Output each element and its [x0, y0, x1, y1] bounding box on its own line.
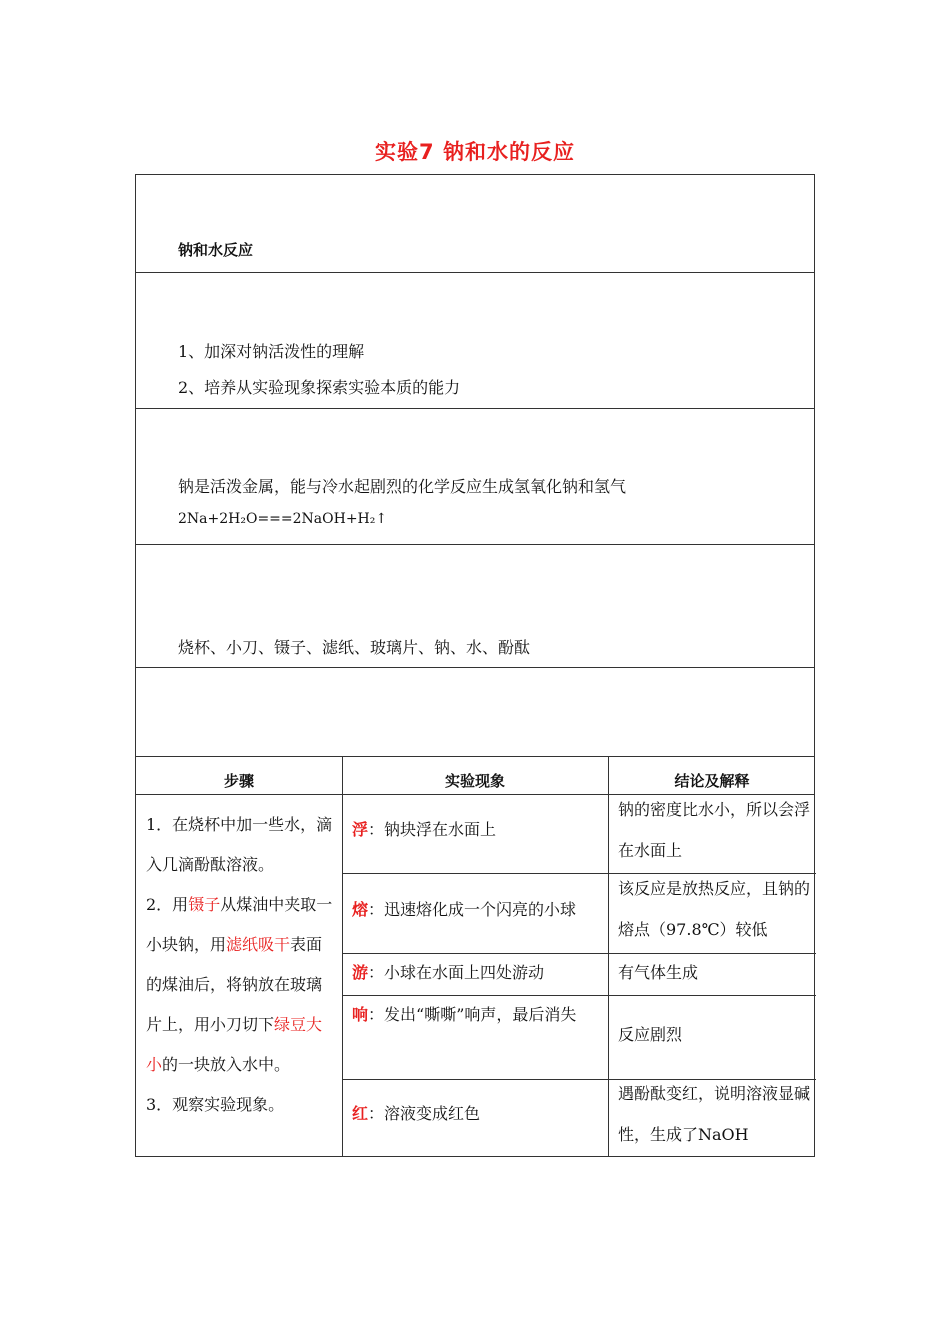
- row-divider: [136, 756, 814, 757]
- highlight-size: 绿豆大小: [146, 1015, 323, 1074]
- steps-cell: [146, 805, 336, 1125]
- row-divider: [136, 544, 814, 545]
- header-steps: 步骤: [223, 772, 254, 790]
- phenomenon-melt: 熔：迅速熔化成一个闪亮的小球: [352, 900, 577, 919]
- conclusion-red: 遇酚酞变红，说明溶液显碱性，生成了NaOH: [618, 1084, 811, 1144]
- conclusion-float: 钠的密度比水小，所以会浮在水面上: [618, 800, 811, 860]
- conclusion-melt: 该反应是放热反应，且钠的熔点（97.8℃）较低: [618, 879, 811, 939]
- header-conclusion: 结论及解释: [674, 772, 750, 790]
- objective-1: 1、加深对钠活泼性的理解: [178, 342, 365, 361]
- phenomenon-red: 红：溶液变成红色: [352, 1104, 481, 1123]
- step-2: 2．用镊子从煤油中夹取一小块钠，用滤纸吸干表面的煤油后，将钠放在玻璃片上，用小刀切下绿豆大小的一块放入水中。: [146, 895, 333, 1074]
- materials-list: 烧杯、小刀、镊子、滤纸、玻璃片、钠、水、酚酞: [178, 638, 531, 657]
- conclusion-move: 有气体生成: [618, 963, 699, 982]
- objective-2: 2、培养从实验现象探索实验本质的能力: [178, 378, 461, 397]
- step-1: 1．在烧杯中加一些水，滴入几滴酚酞溶液。: [146, 815, 333, 874]
- phenomenon-sound: 响：发出“嘶嘶”响声，最后消失: [352, 1005, 577, 1024]
- row-divider: [136, 272, 814, 273]
- phenomenon-move: 游：小球在水面上四处游动: [352, 963, 545, 982]
- row-divider: [136, 408, 814, 409]
- highlight-tweezers: 镊子: [188, 895, 221, 914]
- experiment-table: [135, 174, 815, 1157]
- conclusion-sound: 反应剧烈: [618, 1025, 683, 1044]
- highlight-filter-paper: 滤纸吸干: [226, 935, 291, 954]
- experiment-name: 钠和水反应: [178, 241, 254, 259]
- header-phenomenon: 实验现象: [444, 772, 505, 790]
- principle-text: 钠是活泼金属，能与冷水起剧烈的化学反应生成氢氧化钠和氢气: [178, 477, 627, 496]
- step-3: 3．观察实验现象。: [146, 1095, 285, 1114]
- page-title: 实验7 钠和水的反应: [375, 140, 575, 164]
- col-divider: [342, 756, 343, 1157]
- phenomenon-float: 浮：钠块浮在水面上: [352, 820, 497, 839]
- row-divider: [136, 667, 814, 668]
- reaction-equation: 2Na+2H₂O===2NaOH+H₂↑: [178, 511, 388, 527]
- col-divider: [608, 756, 609, 1157]
